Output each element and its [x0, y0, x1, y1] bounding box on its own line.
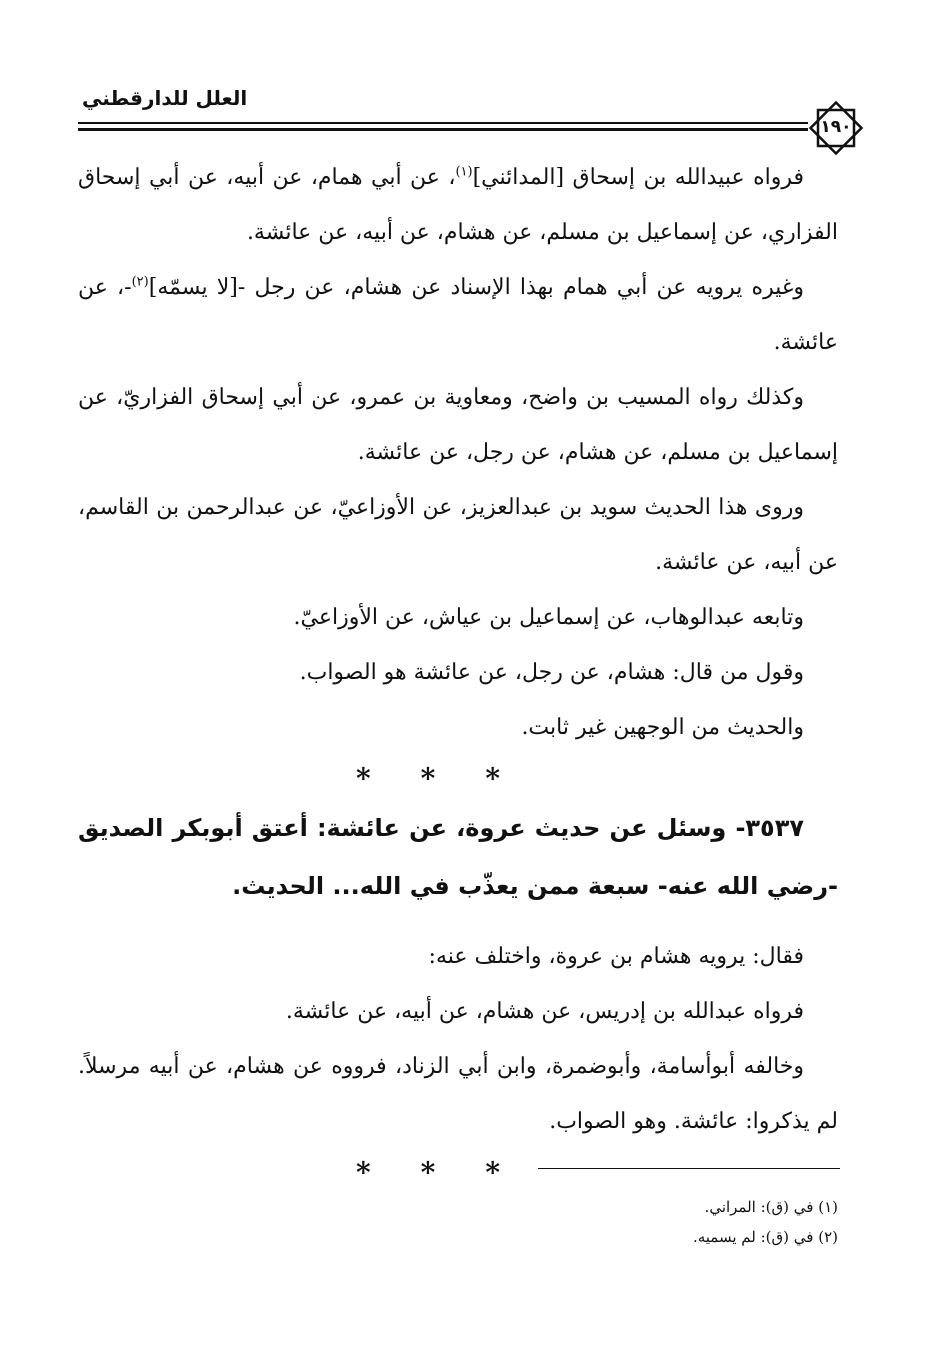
text-run: ، عن أبي همام، عن أبيه، عن أبي إسحاق الفزاري، عن إسماعيل بن مسلم، عن هشام، عن أبيه، عن عائشة. — [78, 165, 838, 245]
star-mark: * — [356, 1156, 371, 1189]
paragraph: والحديث من الوجهين غير ثابت. — [521, 715, 804, 740]
section-separator — [78, 755, 838, 799]
paragraph: وتابعه عبدالوهاب، عن إسماعيل بن عياش، عن الأوزاعيّ. — [293, 605, 804, 630]
page-number: ١٩٠ — [820, 117, 852, 137]
footnote-separator — [538, 1168, 840, 1169]
paragraph — [78, 150, 838, 260]
header-rule-thick — [78, 128, 808, 131]
star-mark: * — [485, 762, 500, 795]
paragraph: وروى هذا الحديث سويد بن عبدالعزيز، عن الأوزاعيّ، عن عبدالرحمن بن القاسم، عن أبيه، عن عائشة. — [78, 495, 838, 575]
section-separator — [78, 1149, 838, 1193]
footnote: (٢) في (ق): لم يسميه. — [692, 1228, 838, 1246]
book-title: العلل للدارقطني — [82, 86, 248, 110]
header-rule-thin — [78, 122, 808, 124]
text-run: فرواه عبيدالله بن إسحاق [المدائني] — [472, 165, 804, 190]
footnotes — [138, 1192, 838, 1252]
main-text — [78, 150, 838, 1193]
text-run: وغيره يرويه عن أبي همام بهذا الإسناد عن هشام، عن رجل -[لا يسمّه] — [148, 275, 804, 300]
paragraph: فرواه عبدالله بن إدريس، عن هشام، عن أبيه، عن عائشة. — [285, 999, 804, 1024]
paragraph: فقال: يرويه هشام بن عروة، واختلف عنه: — [428, 944, 804, 969]
paragraph: وقول من قال: هشام، عن رجل، عن عائشة هو الصواب. — [299, 660, 804, 685]
star-mark: * — [420, 762, 436, 795]
paragraph — [78, 260, 838, 370]
footnote-ref-1: (١) — [455, 164, 473, 180]
question-heading: ٣٥٣٧- وسئل عن حديث عروة، عن عائشة: أعتق أبوبكر الصديق -رضي الله عنه- سبعة ممن يعذّب في الله... الحديث. — [78, 814, 838, 900]
star-mark: * — [356, 762, 371, 795]
question-block — [78, 799, 838, 915]
footnote-ref-2: (٢) — [131, 274, 149, 290]
footnote: (١) في (ق): المراني. — [704, 1198, 838, 1216]
text-run: -، عن عائشة. — [78, 275, 838, 355]
star-mark: * — [485, 1156, 500, 1189]
star-mark: * — [420, 1156, 436, 1189]
paragraph: وكذلك رواه المسيب بن واضح، ومعاوية بن عمرو، عن أبي إسحاق الفزاريّ، عن إسماعيل بن مسلم، عن هشام، عن رجل، عن عائشة. — [78, 385, 838, 465]
paragraph: وخالفه أبوأسامة، وأبوضمرة، وابن أبي الزناد، فرووه عن هشام، عن أبيه مرسلاً. لم يذكروا: عائشة. وهو الصواب. — [78, 1054, 838, 1134]
page-number-badge — [808, 100, 864, 156]
